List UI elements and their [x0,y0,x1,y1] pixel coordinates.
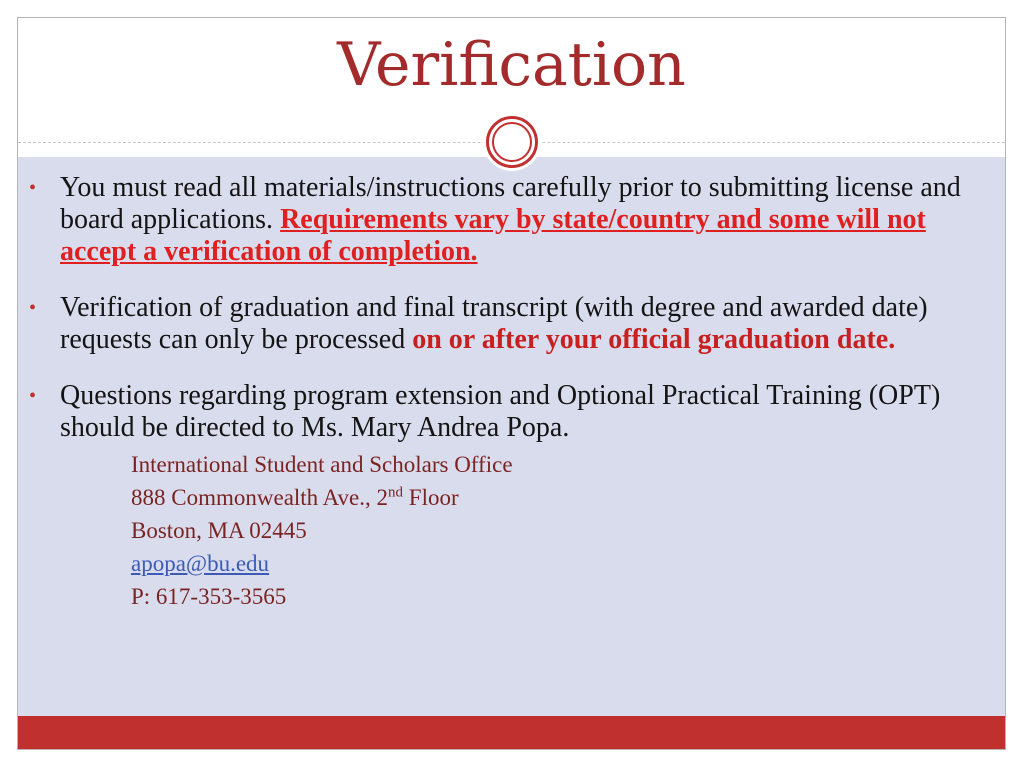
contact-office: International Student and Scholars Office [131,452,513,477]
bullet-dot-icon: • [29,297,37,319]
bullet-emphasis: Requirements vary by state/country and some will not accept a verification of completion. [60,204,926,267]
bullet-text: You must read all materials/instructions carefully prior to submitting license and board applications. [60,172,961,235]
slide-title: Verification [337,30,686,100]
contact-city: Boston, MA 02445 [131,518,307,543]
bullet-list [25,172,1000,613]
contact-street-main: 888 Commonwealth Ave., 2 [131,485,389,510]
bullet-dot-icon: • [29,385,37,407]
circle-ornament-icon [483,113,541,171]
contact-email-line [131,547,1000,580]
bullet-item-verification-timing [25,292,1000,356]
bullet-dot-icon: • [29,177,37,199]
bullet-text: Verification of graduation and final transcript (with degree and awarded date) requests can only be processed [60,292,928,355]
bullet-item-read-materials [25,172,1000,268]
contact-street-ordinal: nd [388,484,404,501]
contact-block [25,448,1000,613]
contact-street-floor: Floor [403,485,459,510]
bullet-text: Questions regarding program extension and Optional Practical Training (OPT) should be directed to Ms. Mary Andrea Popa. [60,380,941,443]
footer-accent-bar [18,716,1005,749]
bullet-emphasis: on or after your official graduation date. [412,324,896,355]
contact-street [131,481,1000,514]
ornament-inner-ring [492,122,532,162]
contact-email-link[interactable]: apopa@bu.edu [131,551,270,576]
bullet-item-opt-questions [25,380,1000,444]
contact-phone: P: 617-353-3565 [131,584,287,609]
